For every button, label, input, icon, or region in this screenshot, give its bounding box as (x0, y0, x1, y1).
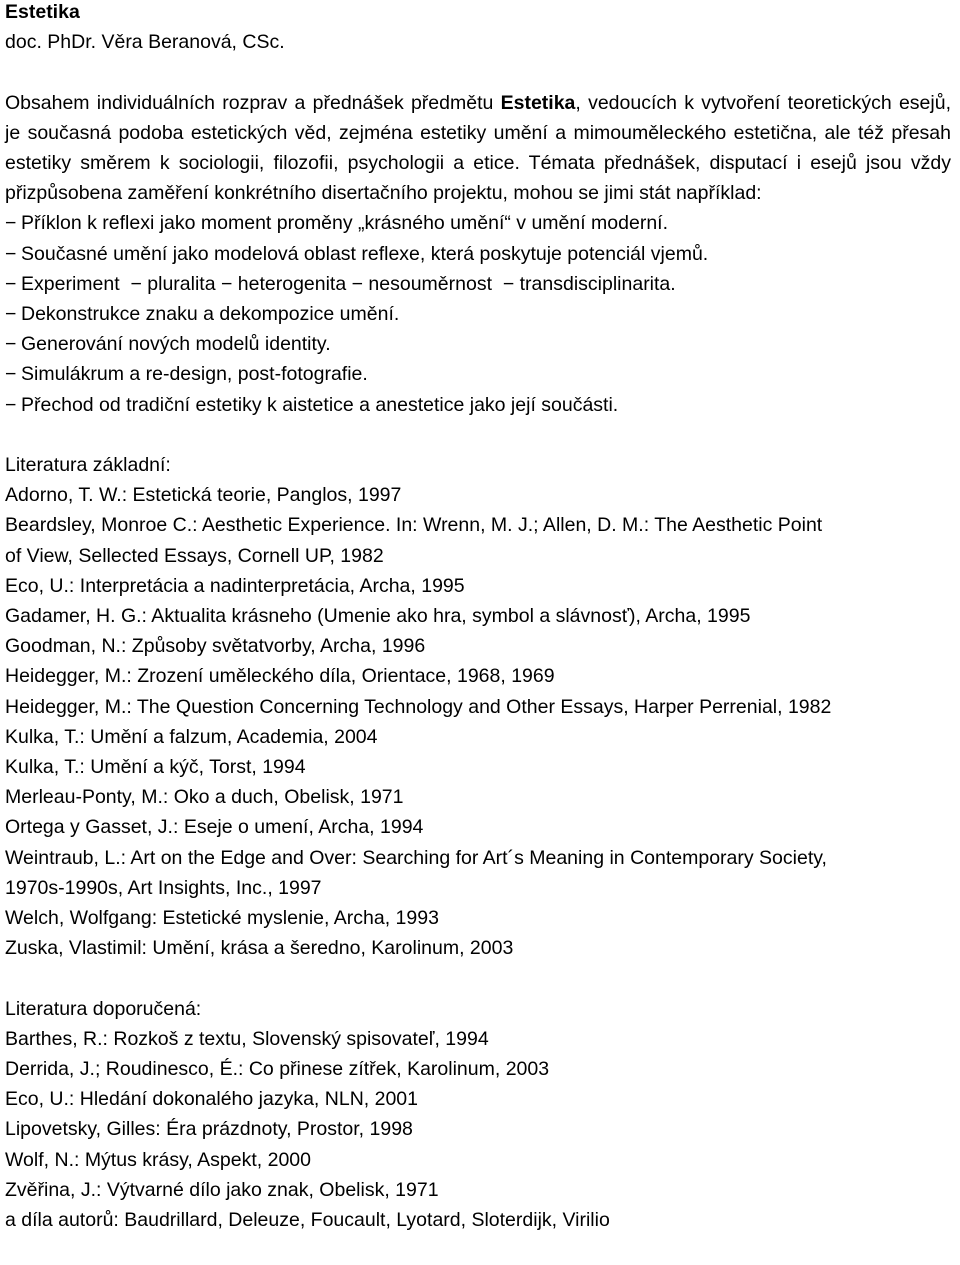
topic-text: Příklon k reflexi jako moment proměny „krásného umění“ v umění moderní. (21, 212, 669, 235)
bibliography-entry: Derrida, J.; Roudinesco, É.: Co přinese zítřek, Karolinum, 2003 (5, 1058, 550, 1081)
bibliography-entry: Heidegger, M.: The Question Concerning Technology and Other Essays, Harper Perrenial, 1982 (5, 695, 832, 718)
bibliography-entry: Zuska, Vlastimil: Umění, krása a šeredno, Karolinum, 2003 (5, 937, 514, 960)
bibliography-entry: Ortega y Gasset, J.: Eseje o umení, Archa, 1994 (5, 816, 424, 839)
dash-marker: − (5, 212, 17, 235)
recommended-literature-list (5, 1024, 957, 1235)
document-page (5, 0, 957, 1235)
bibliography-entry: Wolf, N.: Mýtus krásy, Aspekt, 2000 (5, 1148, 311, 1171)
dash-marker: − (5, 363, 17, 386)
spacer (5, 420, 957, 450)
spacer (5, 963, 957, 993)
topic-item (5, 208, 957, 238)
topic-item (5, 329, 957, 359)
bibliography-entry: Adorno, T. W.: Estetická teorie, Panglos, 1997 (5, 484, 402, 507)
bibliography-entry: Merleau-Ponty, M.: Oko a duch, Obelisk, 1971 (5, 786, 404, 809)
bibliography-entry: Heidegger, M.: Zrození uměleckého díla, Orientace, 1968, 1969 (5, 665, 555, 688)
bibliography-entry: Welch, Wolfgang: Estetické myslenie, Archa, 1993 (5, 907, 439, 930)
bibliography-entry: Kulka, T.: Umění a kýč, Torst, 1994 (5, 756, 306, 779)
intro-text-start: Obsahem individuálních rozprav a přednášek předmětu (5, 91, 501, 114)
teacher-name: doc. PhDr. Věra Beranová, CSc. (5, 31, 285, 54)
topic-item (5, 299, 957, 329)
dash-marker: − (5, 393, 17, 416)
topic-item (5, 359, 957, 389)
intro-subject: Estetika (500, 91, 576, 114)
topic-text: Generování nových modelů identity. (21, 333, 331, 356)
bibliography-entry-continued: of View, Sellected Essays, Cornell UP, 1982 (5, 544, 384, 567)
bibliography-entry: Barthes, R.: Rozkoš z textu, Slovenský spisovateľ, 1994 (5, 1027, 489, 1050)
recommended-literature-heading: Literatura doporučená: (5, 997, 202, 1020)
topic-text: Experiment − pluralita − heterogenita − nesouměrnost − transdisciplinarita. (21, 272, 676, 295)
dash-marker: − (5, 333, 17, 356)
bibliography-entry: Gadamer, H. G.: Aktualita krásneho (Umenie ako hra, symbol a slávnosť), Archa, 1995 (5, 605, 751, 628)
basic-literature-list (5, 480, 957, 963)
topic-item (5, 269, 957, 299)
topic-item (5, 239, 957, 269)
document-title: Estetika (5, 1, 80, 23)
dash-marker: − (5, 242, 17, 265)
bibliography-entry: Lipovetsky, Gilles: Éra prázdnoty, Prostor, 1998 (5, 1118, 413, 1141)
bibliography-entry: Weintraub, L.: Art on the Edge and Over: Searching for Art´s Meaning in Contemporary Society, (5, 846, 827, 869)
authors-line: a díla autorů: Baudrillard, Deleuze, Foucault, Lyotard, Sloterdijk, Virilio (5, 1209, 610, 1232)
basic-literature-heading: Literatura základní: (5, 454, 171, 477)
topic-text: Přechod od tradiční estetiky k aistetice a anestetice jako její součásti. (21, 393, 619, 416)
bibliography-entry-continued: 1970s-1990s, Art Insights, Inc., 1997 (5, 876, 322, 899)
dash-marker: − (5, 303, 17, 326)
topic-text: Současné umění jako modelová oblast reflexe, která poskytuje potenciál vjemů. (21, 242, 709, 265)
spacer (5, 57, 957, 87)
dash-marker: − (5, 272, 17, 295)
bibliography-entry: Kulka, T.: Umění a falzum, Academia, 2004 (5, 725, 378, 748)
topic-text: Dekonstrukce znaku a dekompozice umění. (21, 303, 400, 326)
bibliography-entry: Eco, U.: Interpretácia a nadinterpretácia, Archa, 1995 (5, 574, 465, 597)
topic-item (5, 390, 957, 420)
intro-paragraph (5, 88, 951, 209)
bibliography-entry: Beardsley, Monroe C.: Aesthetic Experience. In: Wrenn, M. J.; Allen, D. M.: The Aesthetic Point (5, 514, 823, 537)
bibliography-entry: Eco, U.: Hledání dokonalého jazyka, NLN, 2001 (5, 1088, 418, 1111)
intro-text-rest: , vedoucích k vytvoření teoretických esejů, je současná podoba estetických věd, zejména estetiky umění a mimouměleckého estetična, ale též přesah estetiky směrem k sociologii, filozofii, psychologii a etice. Témata přednášek, disputací i esejů jsou vždy přizpůsobena zaměření konkrétního disertačního projektu, mohou se jimi stát například: (5, 91, 951, 205)
bibliography-entry: Goodman, N.: Způsoby světatvorby, Archa, 1996 (5, 635, 426, 658)
topic-text: Simulákrum a re-design, post-fotografie. (21, 363, 368, 386)
bibliography-entry: Zvěřina, J.: Výtvarné dílo jako znak, Obelisk, 1971 (5, 1178, 439, 1201)
topic-list (5, 208, 957, 419)
